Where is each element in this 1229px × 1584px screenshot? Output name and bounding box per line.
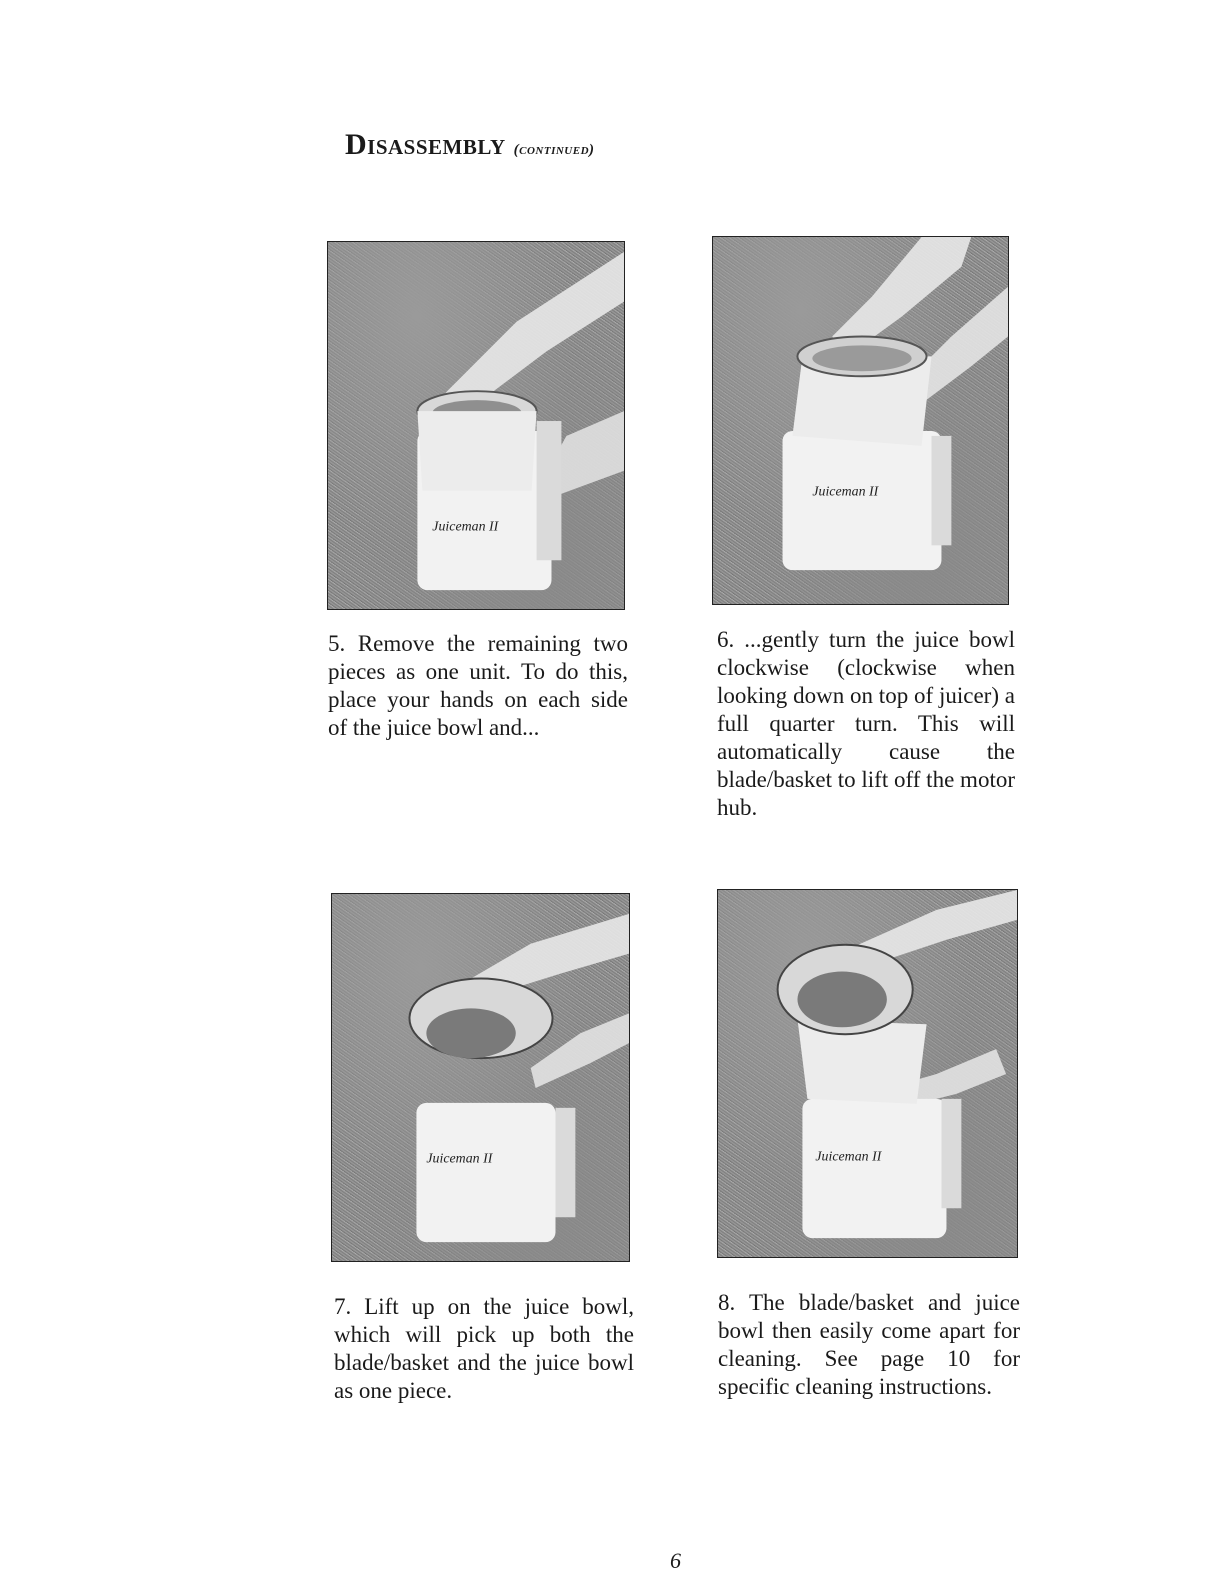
step-7-photo bbox=[331, 893, 630, 1262]
step-7-juicer-logo: Juiceman II bbox=[426, 1151, 493, 1167]
page-number: 6 bbox=[670, 1548, 681, 1573]
step-5-juicer-logo: Juiceman II bbox=[432, 519, 499, 535]
step-8-photo bbox=[717, 889, 1018, 1258]
page-subtitle: (continued) bbox=[513, 142, 595, 158]
page-title-text: Disassembly bbox=[345, 128, 506, 161]
step-8-juicer-logo: Juiceman II bbox=[815, 1149, 882, 1165]
step-6-caption: 6. ...gently turn the juice bowl clockwise (clockwise when looking down on top of juicer) a full quarter turn. This will automatically cause the blade/basket to lift off the motor hub. bbox=[717, 627, 1015, 820]
step-5-photo bbox=[327, 241, 625, 610]
page-title bbox=[345, 128, 595, 162]
step-6-juicer-logo: Juiceman II bbox=[812, 484, 879, 500]
step-7-caption: 7. Lift up on the juice bowl, which will pick up both the blade/basket and the juice bowl as one piece. bbox=[334, 1294, 634, 1403]
step-6-photo bbox=[712, 236, 1009, 605]
step-5-caption: 5. Remove the remaining two pieces as one unit. To do this, place your hands on each side of the juice bowl and... bbox=[328, 631, 628, 740]
step-8-caption: 8. The blade/basket and juice bowl then easily come apart for cleaning. See page 10 for specific cleaning instructions. bbox=[718, 1290, 1020, 1399]
